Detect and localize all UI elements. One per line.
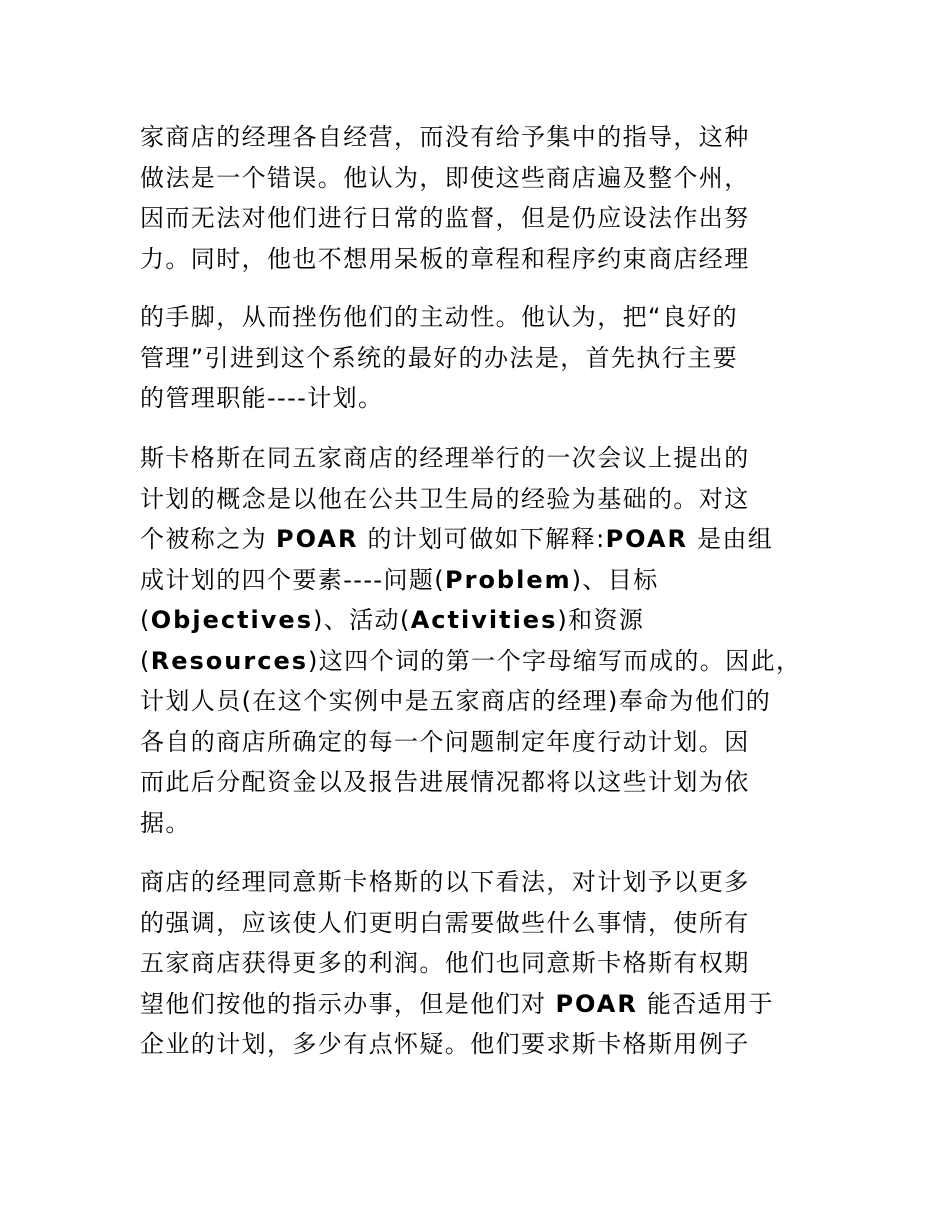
text-line: [140, 641, 830, 682]
text-line: 做法是一个错误。他认为，即使这些商店遍及整个州，: [140, 163, 750, 192]
bold-term-poar: POAR: [276, 525, 359, 553]
text-line: 的手脚，从而挫伤他们的主动性。他认为，把“良好的: [140, 303, 739, 331]
text-run: (: [140, 606, 151, 634]
bold-term-poar: POAR: [555, 989, 638, 1018]
text-line: 五家商店获得更多的利润。他们也同意斯卡格斯有权期: [140, 949, 750, 977]
paragraph-3: [140, 438, 830, 843]
paragraph-4: [140, 862, 830, 1065]
bold-term-objectives: Objectives: [150, 606, 313, 634]
text-line: 斯卡格斯在同五家商店的经理举行的一次会议上提出的: [140, 444, 750, 472]
text-line: 据。: [140, 808, 191, 837]
text-line: 力。同时，他也不想用呆板的章程和程序约束商店经理: [140, 244, 750, 273]
text-line: [140, 519, 830, 560]
bold-term-problem: Problem: [445, 565, 572, 594]
text-line: 而此后分配资金以及报告进展情况都将以这些计划为依: [140, 768, 750, 796]
text-line: 的管理职能----计划。: [140, 384, 384, 412]
text-run: )这四个词的第一个字母缩写而成的。因此，: [308, 646, 802, 675]
text-line: 因而无法对他们进行日常的监督，但是仍应设法作出努: [140, 204, 750, 232]
text-run: 能否适用于: [637, 989, 774, 1018]
paragraph-1: [140, 117, 830, 279]
bold-term-activities: Activities: [410, 606, 558, 634]
text-line: [140, 600, 830, 641]
text-line: [140, 984, 830, 1025]
text-line: 家商店的经理各自经营，而没有给予集中的指导，这种: [140, 123, 750, 151]
bold-term-poar: POAR: [605, 525, 688, 553]
text-run: 成计划的四个要素----问题(: [140, 565, 446, 594]
paragraph-2: [140, 297, 830, 419]
bold-term-resources: Resources: [150, 646, 309, 675]
text-line: 管理”引进到这个系统的最好的办法是，首先执行主要: [140, 343, 739, 372]
text-run: )、活动(: [312, 606, 411, 634]
text-run: 望他们按他的指示办事，但是他们对: [140, 989, 556, 1018]
text-line: 商店的经理同意斯卡格斯的以下看法，对计划予以更多: [140, 868, 750, 896]
text-line: 企业的计划，多少有点怀疑。他们要求斯卡格斯用例子: [140, 1030, 750, 1058]
text-run: 是由组: [687, 525, 774, 553]
text-run: 个被称之为: [140, 525, 277, 553]
text-run: 的计划可做如下解释:: [358, 525, 606, 553]
text-run: )和资源: [557, 606, 645, 634]
text-run: )、目标: [571, 565, 659, 594]
text-run: (: [140, 646, 151, 675]
text-line: [140, 560, 830, 601]
text-line: 计划人员(在这个实例中是五家商店的经理)奉命为他们的: [140, 687, 772, 715]
text-line: 计划的概念是以他在公共卫生局的经验为基础的。对这: [140, 484, 750, 513]
text-line: 各自的商店所确定的每一个问题制定年度行动计划。因: [140, 727, 750, 756]
text-line: 的强调，应该使人们更明白需要做些什么事情，使所有: [140, 908, 750, 937]
